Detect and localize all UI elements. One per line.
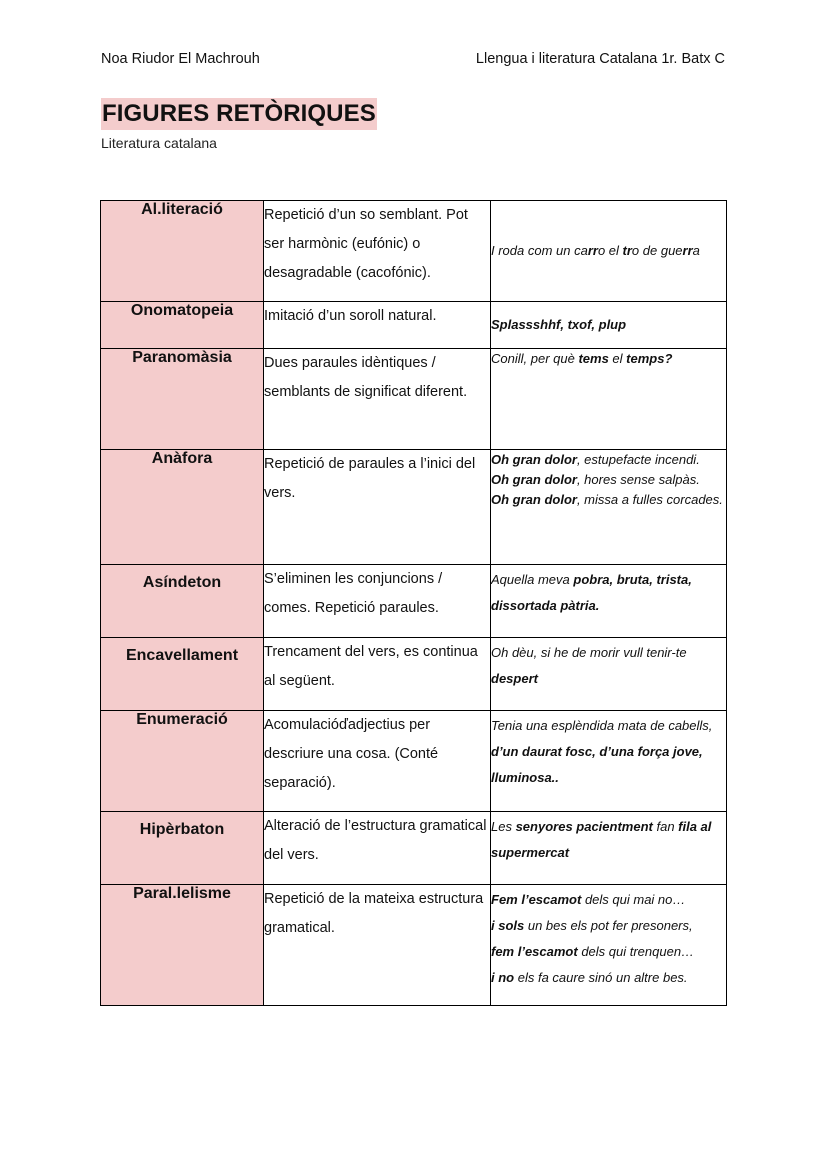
example-text: dels qui mai no…	[581, 892, 686, 907]
example-line	[491, 567, 726, 619]
example-text: Tenia una esplèndida mata de cabells,	[491, 718, 717, 733]
example-line	[491, 965, 726, 991]
table-row	[101, 711, 727, 812]
page-subtitle: Literatura catalana	[101, 135, 217, 151]
figure-definition: Alteració de l’estructura gramatical del vers.	[264, 812, 491, 885]
figure-term	[101, 349, 264, 450]
figure-example	[491, 812, 727, 885]
example-text: , estupefacte incendi.	[576, 452, 700, 467]
example-emphasis: rr	[682, 243, 693, 258]
figure-term-label: Encavellament	[125, 647, 239, 664]
figure-term	[101, 302, 264, 349]
example-emphasis: Oh gran dolor	[491, 492, 577, 507]
example-text: els fa caure sinó un altre bes.	[514, 970, 688, 985]
example-line	[491, 939, 726, 965]
example-line	[491, 887, 726, 913]
example-emphasis: Oh gran dolor	[491, 472, 577, 487]
figure-term-label: Asíndeton	[142, 574, 222, 591]
example-text: o el	[597, 243, 623, 258]
header-author: Noa Riudor El Machrouh	[101, 51, 260, 67]
example-text: , missa a fulles corcades.	[576, 492, 723, 507]
example-line	[491, 450, 726, 470]
figure-definition: Dues paraules idèntiques / semblants de significat diferent.	[264, 349, 491, 450]
example-text: Oh dèu, si he de morir vull tenir-te	[491, 645, 691, 660]
figure-term-label: Al.literació	[141, 201, 223, 218]
example-text: el	[608, 351, 627, 366]
figure-definition: S’eliminen les conjuncions / comes. Repetició paraules.	[264, 565, 491, 638]
example-emphasis: i no	[491, 970, 515, 985]
example-emphasis: despert	[491, 671, 538, 686]
header-course: Llengua i literatura Catalana 1r. Batx C	[475, 51, 725, 67]
example-text: Conill, per què	[491, 351, 579, 366]
table-row	[101, 450, 727, 565]
table-row	[101, 349, 727, 450]
figure-example	[491, 302, 727, 349]
table-row	[101, 638, 727, 711]
figure-definition: Repetició de paraules a l’inici del vers.	[264, 450, 491, 565]
figures-table	[100, 200, 727, 1006]
figure-definition: Repetició de la mateixa estructura gramatical.	[264, 885, 491, 1006]
example-line	[491, 640, 726, 692]
figure-term-label: Enumeració	[136, 711, 228, 728]
figure-term	[101, 638, 264, 711]
table-row	[101, 201, 727, 302]
figure-example	[491, 565, 727, 638]
example-text: Les	[491, 819, 516, 834]
figure-example	[491, 885, 727, 1006]
example-emphasis: Splassshhf, txof, plup	[491, 317, 627, 332]
example-line	[491, 814, 726, 866]
example-text: o de gue	[631, 243, 683, 258]
figure-term-label: Paranomàsia	[132, 349, 232, 366]
example-emphasis: rr	[587, 243, 598, 258]
example-line	[491, 241, 726, 261]
example-line	[491, 315, 726, 335]
figure-example	[491, 201, 727, 302]
figure-definition: Trencament del vers, es continua al següent.	[264, 638, 491, 711]
example-emphasis: pobra, bruta, trista, dissortada pàtria.	[491, 572, 696, 613]
figure-example	[491, 349, 727, 450]
figure-example	[491, 638, 727, 711]
figure-term	[101, 201, 264, 302]
page-title: FIGURES RETÒRIQUES	[101, 98, 377, 130]
example-text: , hores sense salpàs.	[576, 472, 700, 487]
figure-term	[101, 450, 264, 565]
example-line	[491, 470, 726, 490]
table-row	[101, 565, 727, 638]
figure-term	[101, 812, 264, 885]
figure-example	[491, 450, 727, 565]
example-emphasis: senyores pacientment	[515, 819, 653, 834]
figure-definition: Repetició d’un so semblant. Pot ser harmònic (eufónic) o desagradable (cacofónic).	[264, 201, 491, 302]
example-text: Aquella meva	[491, 572, 574, 587]
example-emphasis: tr	[622, 243, 632, 258]
figures-table-body	[101, 201, 727, 1006]
figure-term	[101, 885, 264, 1006]
example-emphasis: tems	[578, 351, 609, 366]
example-line	[491, 913, 726, 939]
example-emphasis: fila al supermercat	[491, 819, 716, 860]
table-row	[101, 812, 727, 885]
example-emphasis: d’un daurat fosc, d’una força jove, lluminosa..	[491, 744, 707, 785]
figure-definition: Imitació d’un soroll natural.	[264, 302, 491, 349]
figure-example	[491, 711, 727, 812]
figure-term	[101, 711, 264, 812]
example-emphasis: i sols	[491, 918, 525, 933]
figure-term-label: Anàfora	[151, 450, 213, 467]
example-emphasis: Oh gran dolor	[491, 452, 577, 467]
example-text: fan	[652, 819, 679, 834]
example-text: I roda com un ca	[491, 243, 588, 258]
figure-term-label: Paral.lelisme	[133, 885, 231, 902]
figure-term-label: Onomatopeia	[130, 302, 234, 319]
example-line	[491, 349, 726, 369]
table-row	[101, 885, 727, 1006]
example-line	[491, 490, 726, 510]
example-emphasis: fem l’escamot	[491, 944, 578, 959]
example-text: a	[692, 243, 700, 258]
figure-term-label: Hipèrbaton	[139, 821, 225, 838]
table-row	[101, 302, 727, 349]
example-emphasis: temps?	[626, 351, 673, 366]
figure-term	[101, 565, 264, 638]
example-text: un bes els pot fer presoners,	[524, 918, 693, 933]
figure-definition: Acomulacióďadjectius per descriure una cosa. (Conté separació).	[264, 711, 491, 812]
example-emphasis: Fem l’escamot	[491, 892, 582, 907]
example-line	[491, 713, 726, 791]
example-text: dels qui trenquen…	[577, 944, 695, 959]
